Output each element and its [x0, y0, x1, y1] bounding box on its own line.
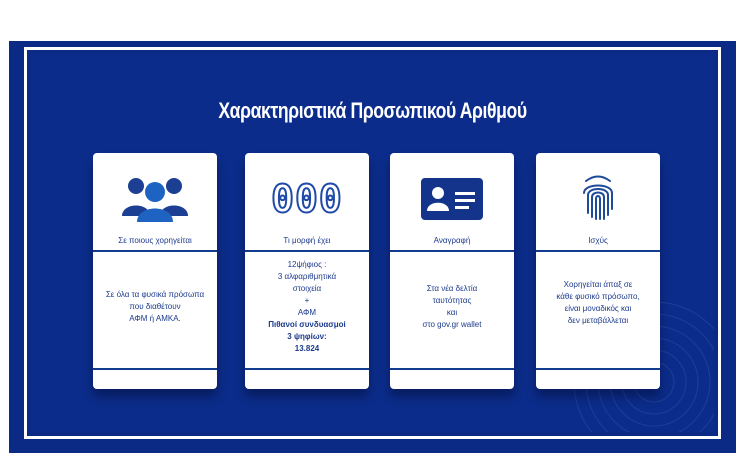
- card-validity: [536, 153, 660, 389]
- card-text-line: κάθε φυσικό πρόσωπο,: [556, 292, 640, 301]
- card-label: Σε ποιους χορηγείται: [118, 236, 192, 245]
- slide-frame: [9, 41, 736, 453]
- card-text-line: ΑΦΜ: [297, 308, 317, 317]
- fingerprint-icon: [536, 173, 660, 225]
- card-recipients: [93, 153, 217, 389]
- divider: [245, 250, 369, 252]
- card-text-line: στο gov.gr wallet: [422, 320, 482, 329]
- card-format: [245, 153, 369, 389]
- card-text-line: στοιχεία: [292, 284, 322, 293]
- divider: [390, 250, 514, 252]
- users-icon: [93, 173, 217, 225]
- slide-canvas: [31, 54, 714, 432]
- slide-border: [24, 47, 721, 439]
- card-label: Ισχύς: [588, 236, 608, 245]
- divider: [245, 368, 369, 370]
- divider: [536, 368, 660, 370]
- card-text-line: Σε όλα τα φυσικά πρόσωπα: [105, 290, 205, 299]
- page-title: Χαρακτηριστικά Προσωπικού Αριθμού: [218, 98, 527, 123]
- divider: [93, 250, 217, 252]
- digits-icon-text: 000: [271, 177, 343, 221]
- divider: [93, 368, 217, 370]
- card-label: Αναγραφή: [433, 236, 471, 245]
- card-text-line: είναι μοναδικός και: [564, 304, 632, 313]
- card-body: [540, 279, 656, 327]
- card-text-line: Στα νέα δελτία: [426, 284, 478, 293]
- card-inscription: [390, 153, 514, 389]
- card-text-line: ταυτότητας: [432, 296, 472, 305]
- card-text-line: Χορηγείται άπαξ σε: [563, 280, 633, 289]
- card-text-line: που διαθέτουν: [129, 302, 181, 311]
- id-card-icon: [390, 173, 514, 225]
- card-body: [249, 259, 365, 355]
- divider: [390, 368, 514, 370]
- card-text-line: ΑΦΜ ή ΑΜΚΑ.: [129, 314, 181, 323]
- card-label: Τι μορφή έχει: [283, 236, 331, 245]
- card-text-line: δεν μεταβάλλεται: [567, 316, 629, 325]
- card-body: [97, 289, 213, 325]
- digits-icon: [245, 173, 369, 225]
- card-text-line: 12ψήφιος :: [287, 260, 327, 269]
- card-text-line: 3 αλφαριθμητικά: [277, 272, 337, 281]
- divider: [536, 250, 660, 252]
- card-text-bold: Πιθανοί συνδυασμοί: [268, 320, 346, 329]
- card-text-bold: 13.824: [294, 344, 320, 353]
- card-body: [394, 283, 510, 331]
- card-text-bold: 3 ψηφίων:: [287, 332, 327, 341]
- card-text-line: +: [304, 296, 310, 305]
- card-text-line: και: [446, 308, 458, 317]
